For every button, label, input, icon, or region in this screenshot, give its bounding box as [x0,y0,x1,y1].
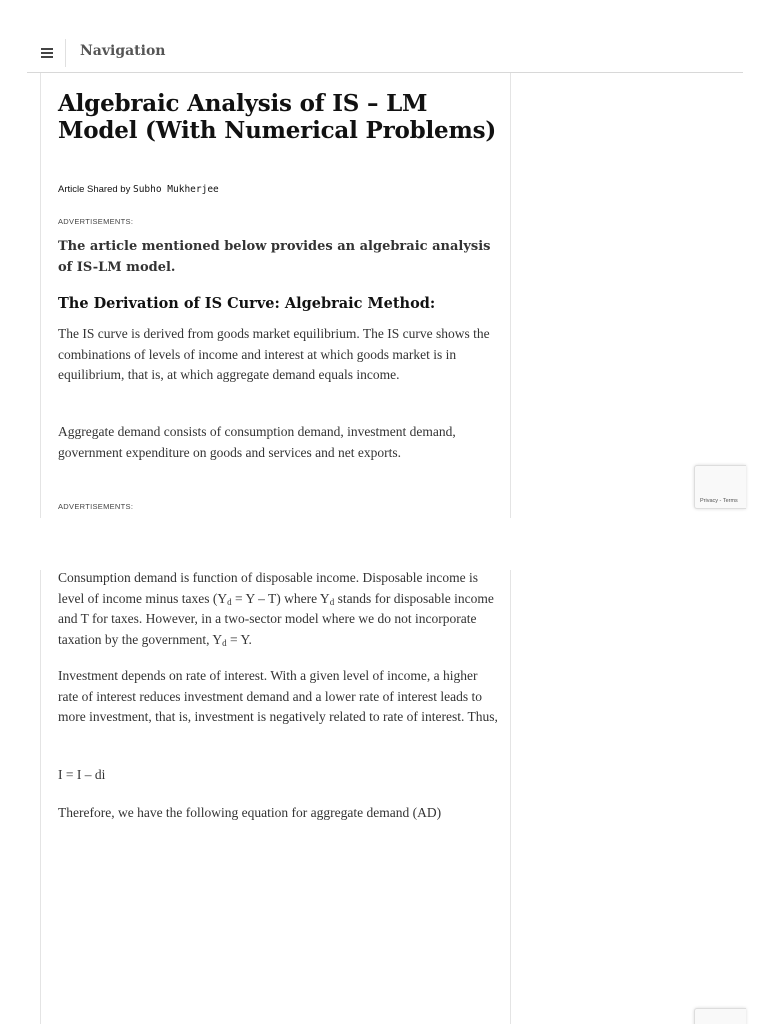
recaptcha-links [700,498,738,504]
text-run: Consumption demand is function of disposable income. Disposable income is level of income minus taxes (Y [58,570,478,606]
article-card-bottom [40,570,511,1024]
advertisement-label: ADVERTISEMENTS: [58,502,134,511]
paragraph-aggregate-demand: Aggregate demand consists of consumption demand, investment demand, government expenditure on goods and services and net exports. [58,424,456,460]
equation-investment: I = I – di [58,767,106,782]
section-heading: The Derivation of IS Curve: Algebraic Method: [58,295,436,312]
byline-prefix: Article Shared by [58,184,133,195]
subscript: d [329,596,335,607]
paragraph-ad-equation-intro: Therefore, we have the following equation for aggregate demand (AD) [58,805,442,820]
terms-link[interactable]: Terms [722,498,738,504]
paragraph-is-curve: The IS curve is derived from goods market equilibrium. The IS curve shows the combinations of levels of income and interest at which goods market is in equilibrium, that is, at which aggregate demand equals income. [58,326,490,383]
navigation-link[interactable]: Navigation [80,43,166,59]
recaptcha-badge-secondary[interactable] [694,1008,746,1024]
recaptcha-badge[interactable] [694,465,746,509]
hamburger-icon [41,48,53,58]
text-run: = Y – T) where Y [231,590,330,606]
text-run: stands for disposable income and T for taxes. However, in a two-sector model where we do not incorporate taxation by the government, Y [58,590,494,648]
subscript: d [222,638,227,649]
paragraph-consumption-demand [58,568,498,651]
nav-divider [65,39,66,67]
article-byline [58,184,219,195]
subscript: d [227,596,232,607]
menu-button[interactable] [37,42,57,64]
author-link[interactable]: Subho Mukherjee [132,184,219,195]
paragraph-investment: Investment depends on rate of interest. With a given level of income, a higher rate of interest reduces investment demand and a lower rate of interest leads to more investment, that is, investment is negatively related to rate of interest. Thus, [58,668,498,725]
article-title: Algebraic Analysis of IS – LM Model (With Numerical Problems) [58,90,497,144]
advertisement-label: ADVERTISEMENTS: [58,217,134,226]
article-card-top [40,73,511,518]
privacy-link[interactable]: Privacy [700,498,719,504]
text-run: = Y. [226,632,252,648]
link-separator: - [718,498,723,504]
top-navigation-bar [27,36,743,73]
article-lead: The article mentioned below provides an algebraic analysis of IS-LM model. [58,239,491,275]
